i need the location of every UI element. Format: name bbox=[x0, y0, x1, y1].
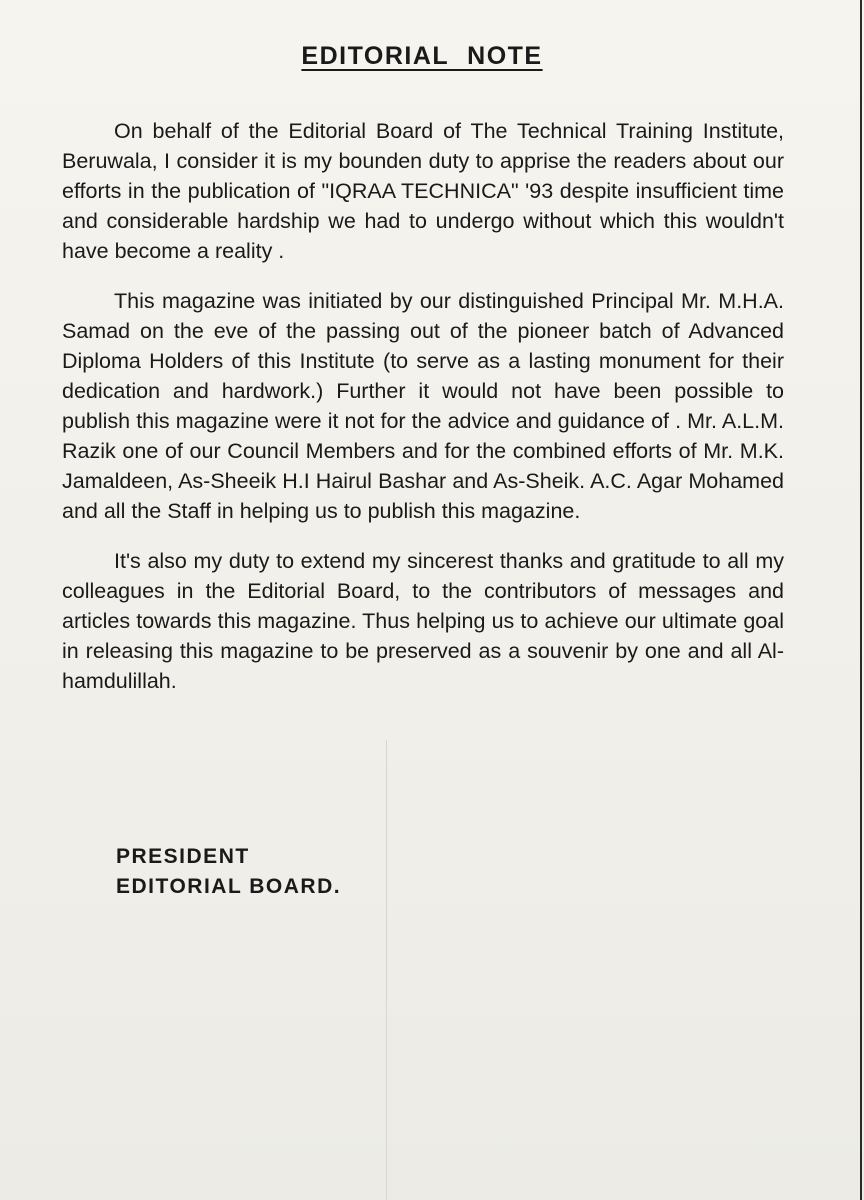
page-edge bbox=[860, 0, 862, 1200]
signature-title: PRESIDENT bbox=[116, 845, 250, 868]
paragraph-1: On behalf of the Editorial Board of The Technical Training Institute, Beruwala, I consider it is my bounden duty to apprise the readers about our efforts in the publication of "IQRAA TECHNICA" '93 despite insufficient time and considerable hardship we had to undergo without which this wouldn't have become a reality . bbox=[62, 119, 784, 263]
signature-block bbox=[116, 842, 341, 902]
signature-board: EDITORIAL BOARD. bbox=[116, 875, 342, 898]
page-title bbox=[0, 42, 844, 71]
editorial-body bbox=[62, 116, 784, 716]
page-title-text: EDITORIAL NOTE bbox=[301, 42, 543, 70]
page-fold-line bbox=[386, 740, 387, 1200]
paragraph-3: It's also my duty to extend my sincerest thanks and gratitude to all my colleagues in the Editorial Board, to the contributors of messages and articles towards this magazine. Thus helping us to achieve our ultimate goal in releasing this magazine to be preserved as a souvenir by one and all Al-hamdulillah. bbox=[62, 549, 784, 693]
paragraph-2: This magazine was initiated by our distinguished Principal Mr. M.H.A. Samad on the eve of the passing out of the pioneer batch of Advanced Diploma Holders of this Institute (to serve as a lasting monument for their dedication and hardwork.) Further it would not have been possible to publish this magazine were it not for the advice and guidance of . Mr. A.L.M. Razik one of our Council Members and for the combined efforts of Mr. M.K. Jamaldeen, As-Sheeik H.I Hairul Bashar and As-Sheik. A.C. Agar Mohamed and all the Staff in helping us to publish this magazine. bbox=[62, 289, 784, 523]
